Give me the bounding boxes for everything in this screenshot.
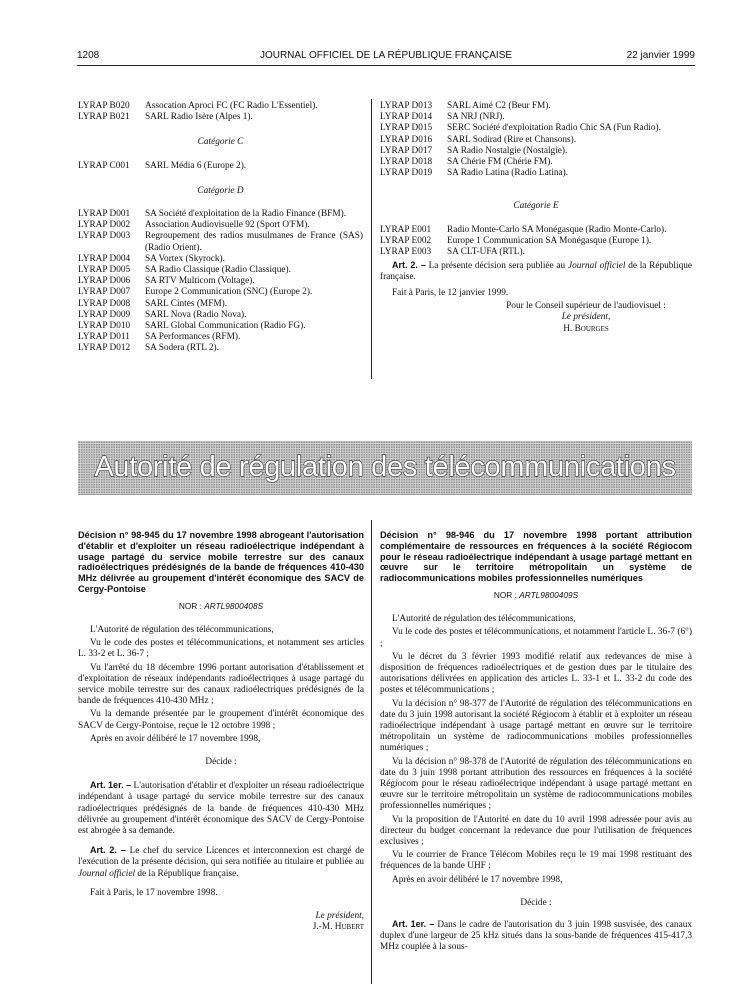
art2-journal: Journal officiel xyxy=(78,868,136,879)
top-right-column xyxy=(380,101,692,335)
recital-paragraph: Vu le code des postes et télécommunications, et notamment ses articles L. 33-2 et L. 36-7 ; xyxy=(78,638,364,660)
list-entry xyxy=(380,112,692,123)
entry-code: LYRAP D010 xyxy=(78,321,131,332)
entry-code: LYRAP D015 xyxy=(380,123,433,134)
entry-text: SARL Nova (Radio Nova). xyxy=(145,309,247,320)
entry-text: SA Chérie FM (Chérie FM). xyxy=(447,157,553,168)
decision-98-945 xyxy=(78,530,364,933)
list-entry xyxy=(78,209,363,220)
decision-98-945-sig-name: J.-M. Hubert xyxy=(312,922,364,933)
top-signature xyxy=(480,301,692,336)
entry-text: Regroupement des radios musulmanes de France (SAS) (Radio Orient). xyxy=(145,231,363,253)
art2-label: Art. 2. – xyxy=(90,845,126,856)
list-entry xyxy=(78,220,363,231)
entry-code: LYRAP D014 xyxy=(380,112,433,123)
recital-paragraph: Vu l'arrêté du 18 décembre 1996 portant autorisation d'établissement et d'exploitation de réseaux indépendants radioélectriques à usage partagé du service mobile terrestre sur des canaux radioélectriques prédésignés de la bande de fréquences 410-430 MHz ; xyxy=(78,662,364,707)
entry-code: LYRAP D001 xyxy=(78,209,131,220)
entry-code: LYRAP D008 xyxy=(78,298,131,309)
recital-paragraph: Vu le décret du 3 février 1993 modifié relatif aux redevances de mise à disposition de fréquences radioélectriques et de gestion dues par le titulaire des autorisations délivrées en application des articles L. 33-1 et L. 33-2 du code des postes et télécommunications ; xyxy=(380,651,692,696)
nor-label: NOR : xyxy=(178,600,202,611)
entry-code: LYRAP D005 xyxy=(78,265,131,276)
list-entry xyxy=(78,299,363,310)
page-number: 1208 xyxy=(77,50,100,61)
entry-text: SA Société d'exploitation de la Radio Finance (BFM). xyxy=(145,209,347,220)
category-e-heading: Catégorie E xyxy=(513,201,559,212)
entry-code: LYRAP E001 xyxy=(380,224,432,235)
journal-title: JOURNAL OFFICIEL DE LA RÉPUBLIQUE FRANÇAISE xyxy=(259,50,513,61)
entry-text: SA Radio Latina (Radio Latina). xyxy=(447,168,569,179)
decision-98-946-title: Décision n° 98-946 du 17 novembre 1998 portant attribution complémentaire de ressources en fréquences à la société Régiocom pour le réseau radioélectrique indépendant à usage partagé mettant en œuvre sur le territoire métropolitain un système de radiocommunications mobiles professionnelles numériques xyxy=(380,530,692,584)
nor-code: ARTL9800408S xyxy=(204,600,264,611)
art2-end: de la République française. xyxy=(137,868,239,879)
list-entry xyxy=(380,168,692,179)
entry-code: LYRAP D006 xyxy=(78,276,131,287)
entry-code: LYRAP D016 xyxy=(380,134,433,145)
top-sig-line3: H. Bourges xyxy=(563,323,609,334)
entry-text: SA RTV Multicom (Voltage). xyxy=(145,276,255,287)
entry-code: LYRAP D013 xyxy=(380,101,433,111)
list-entry xyxy=(380,225,692,236)
entry-text: SARL Global Communication (Radio FG). xyxy=(145,321,306,332)
running-header xyxy=(77,50,695,64)
recital-paragraph: Vu le courrier de France Télécom Mobiles reçu le 19 mai 1998 restituant des fréquences de la bande UHF ; xyxy=(380,850,692,872)
entry-code: LYRAP D012 xyxy=(78,343,131,354)
entry-text: SARL Aimé C2 (Beur FM). xyxy=(447,101,551,111)
entry-text: SARL Cintes (MFM). xyxy=(145,298,228,309)
art2-text: Le chef du service Licences et interconnexion est chargé de l'exécution de la présente décision, qui sera notifiée au titulaire et publiée au xyxy=(78,846,364,868)
recital-paragraph: Après en avoir délibéré le 17 novembre 1998, xyxy=(90,733,261,744)
list-entry xyxy=(78,276,363,287)
article-2-top-label: Art. 2. – xyxy=(392,260,426,271)
list-entry xyxy=(380,135,692,146)
header-rule xyxy=(77,65,695,66)
issue-date: 22 janvier 1999 xyxy=(626,50,695,61)
entry-text: Europe 2 Communication (SNC) (Europe 2). xyxy=(145,287,313,298)
column-divider-top xyxy=(371,99,372,379)
entry-text: Radio Monte-Carlo SA Monégasque (Radio Monte-Carlo). xyxy=(447,224,667,235)
entry-code: LYRAP E003 xyxy=(380,247,432,258)
list-entry xyxy=(380,247,692,258)
entry-text: SARL Sodirad (Rire et Chansons). xyxy=(447,134,577,145)
entry-text: SA Radio Classique (Radio Classique). xyxy=(145,265,291,276)
entry-code: LYRAP D017 xyxy=(380,145,433,156)
category-c-heading: Catégorie C xyxy=(197,137,244,148)
list-b xyxy=(78,101,363,123)
art1-text: L'autorisation d'établir et d'exploiter un réseau radioélectrique indépendant à usage partagé du service mobile terrestre sur des canaux radioélectriques prédésignés de la bande de fréquences 410-430 MHz délivrée au groupement d'intérêt économique des SACV de Cergy-Pontoise est abrogée à sa demande. xyxy=(78,781,364,837)
list-entry xyxy=(78,332,363,343)
art1-label: Art. 1er. – xyxy=(392,919,435,930)
list-e xyxy=(380,225,692,259)
entry-text: SA Performances (RFM). xyxy=(145,332,241,343)
decision-98-946-recitals xyxy=(380,614,692,886)
decision-98-945-title: Décision n° 98-945 du 17 novembre 1998 abrogeant l'autorisation d'établir et d'exploiter un réseau radioélectrique indépendant à usage partagé du service mobile terrestre sur des canaux radioélectriques prédésignés de la bande de fréquences 410-430 MHz délivrée au groupement d'intérêt économique des SACV de Cergy-Pontoise xyxy=(78,530,364,594)
recital-paragraph: L'Autorité de régulation des télécommunications, xyxy=(90,624,274,635)
article-2-top xyxy=(380,260,692,283)
entry-text: Europe 1 Communication SA Monégasque (Europe 1). xyxy=(447,235,652,246)
decision-98-946-art1 xyxy=(380,919,692,954)
recital-paragraph: Vu la demande présentée par le groupement d'intérêt économique des SACV de Cergy-Pontoise, reçue le 12 octobre 1998 ; xyxy=(78,709,364,731)
recital-paragraph: L'Autorité de régulation des télécommunications, xyxy=(392,614,576,625)
entry-code: LYRAP D003 xyxy=(78,231,131,242)
art1-text: Dans le cadre de l'autorisation du 3 juin 1998 susvisée, des canaux duplex d'une largeur de 25 kHz situés dans la sous-bande de fréquences 415-417,3 MHz couplée à la sous- xyxy=(380,920,692,953)
entry-text: SA NRJ (NRJ). xyxy=(447,112,505,123)
decision-98-946-decide: Décide : xyxy=(520,897,552,908)
article-2-top-journal: Journal officiel xyxy=(567,261,626,272)
decision-98-946-nor xyxy=(380,590,692,601)
top-left-column xyxy=(78,101,363,355)
list-entry xyxy=(380,101,692,112)
decision-98-945-done: Fait à Paris, le 17 novembre 1998. xyxy=(90,887,218,898)
list-entry xyxy=(78,343,363,354)
recital-paragraph: Vu la décision n° 98-378 de l'Autorité de régulation des télécommunications en date du 3 juin 1998 portant attribution des ressources en fréquences à la société Régiocom pour le réseau radioélectrique indépendant à usage partagé mettant en œuvre sur le territoire métropolitain un système de radiocommunications mobiles professionnelles numériques ; xyxy=(380,756,692,812)
list-entry xyxy=(380,236,692,247)
entry-code: LYRAP D002 xyxy=(78,220,131,231)
entry-code: LYRAP D011 xyxy=(78,332,130,343)
list-entry xyxy=(78,101,363,112)
entry-code: LYRAP D019 xyxy=(380,168,433,179)
entry-text: SERC Société d'exploitation Radio Chic SA (Fun Radio). xyxy=(447,123,661,134)
article-2-top-text: La présente décision sera publiée au xyxy=(428,261,566,272)
entry-code: LYRAP D018 xyxy=(380,157,433,168)
list-entry xyxy=(78,265,363,276)
entry-text: Assocation Aproci FC (FC Radio L'Essentiel). xyxy=(145,101,318,111)
category-d-heading: Catégorie D xyxy=(197,185,244,196)
entry-text: Association Audiovisuelle 92 (Sport O'FM). xyxy=(145,220,310,231)
art1-label: Art. 1er. – xyxy=(90,780,132,791)
list-entry xyxy=(78,161,363,172)
entry-code: LYRAP B020 xyxy=(78,101,130,111)
decision-98-945-decide: Décide : xyxy=(205,757,237,768)
entry-code: LYRAP B021 xyxy=(78,112,130,123)
article-2-top-end: de la République française. xyxy=(380,261,693,283)
list-entry xyxy=(78,112,363,123)
nor-code: ARTL9800409S xyxy=(519,589,579,600)
list-entry xyxy=(78,287,363,298)
decision-98-946 xyxy=(380,530,692,956)
entry-code: LYRAP E002 xyxy=(380,235,432,246)
recital-paragraph: Vu le code des postes et télécommunications, et notamment l'article L. 36-7 (6°) ; xyxy=(380,627,692,649)
entry-text: SARL Radio Isère (Alpes 1). xyxy=(145,112,253,123)
recital-paragraph: Vu la décision n° 98-377 de l'Autorité de régulation des télécommunications en date du 3 juin 1998 autorisant la société Régiocom à établir et à exploiter un réseau radioélectrique indépendant à usage partagé mettant en œuvre sur le territoire métropolitain un système de radiocommunications mobiles professionnelles numériques ; xyxy=(380,698,692,754)
decision-98-945-recitals xyxy=(78,625,364,745)
entry-text: SA Radio Nostalgie (Nostalgie). xyxy=(447,145,568,156)
list-entry xyxy=(78,321,363,332)
recital-paragraph: Après en avoir délibéré le 17 novembre 1998, xyxy=(392,874,563,885)
entry-text: SA Sodera (RTL 2). xyxy=(145,343,219,354)
list-d-continued xyxy=(380,101,692,179)
list-entry xyxy=(380,123,692,134)
decision-98-945-art2 xyxy=(78,845,364,880)
entry-text: SA CLT-UFA (RTL). xyxy=(447,247,525,258)
entry-code: LYRAP D004 xyxy=(78,253,131,264)
top-sig-line2: Le président, xyxy=(561,312,611,323)
decision-98-945-art1 xyxy=(78,780,364,837)
entry-text: SA Vortex (Skyrock). xyxy=(145,253,225,264)
entry-code: LYRAP D009 xyxy=(78,309,131,320)
list-entry xyxy=(380,146,692,157)
top-sig-line1: Pour le Conseil supérieur de l'audiovisuel : xyxy=(506,300,666,311)
section-banner-title: Autorité de régulation des télécommunications xyxy=(94,451,676,483)
list-entry xyxy=(78,231,363,253)
list-entry xyxy=(78,310,363,321)
decision-98-945-sig-role: Le président, xyxy=(315,911,364,922)
list-c xyxy=(78,161,363,172)
recital-paragraph: Vu la proposition de l'Autorité en date du 10 avril 1998 adressée pour avis au directeur du budget concernant la redevance due pour l'utilisation de fréquences exclusives ; xyxy=(380,814,692,848)
entry-code: LYRAP C001 xyxy=(78,160,130,171)
list-entry xyxy=(78,254,363,265)
entry-code: LYRAP D007 xyxy=(78,287,131,298)
top-done-at: Fait à Paris, le 12 janvier 1999. xyxy=(392,287,509,298)
column-divider-bottom xyxy=(371,520,372,984)
section-banner xyxy=(78,441,692,495)
list-entry xyxy=(380,157,692,168)
list-d xyxy=(78,209,363,355)
nor-label: NOR : xyxy=(493,589,517,600)
decision-98-945-nor xyxy=(78,601,364,612)
entry-text: SARL Média 6 (Europe 2). xyxy=(145,160,247,171)
